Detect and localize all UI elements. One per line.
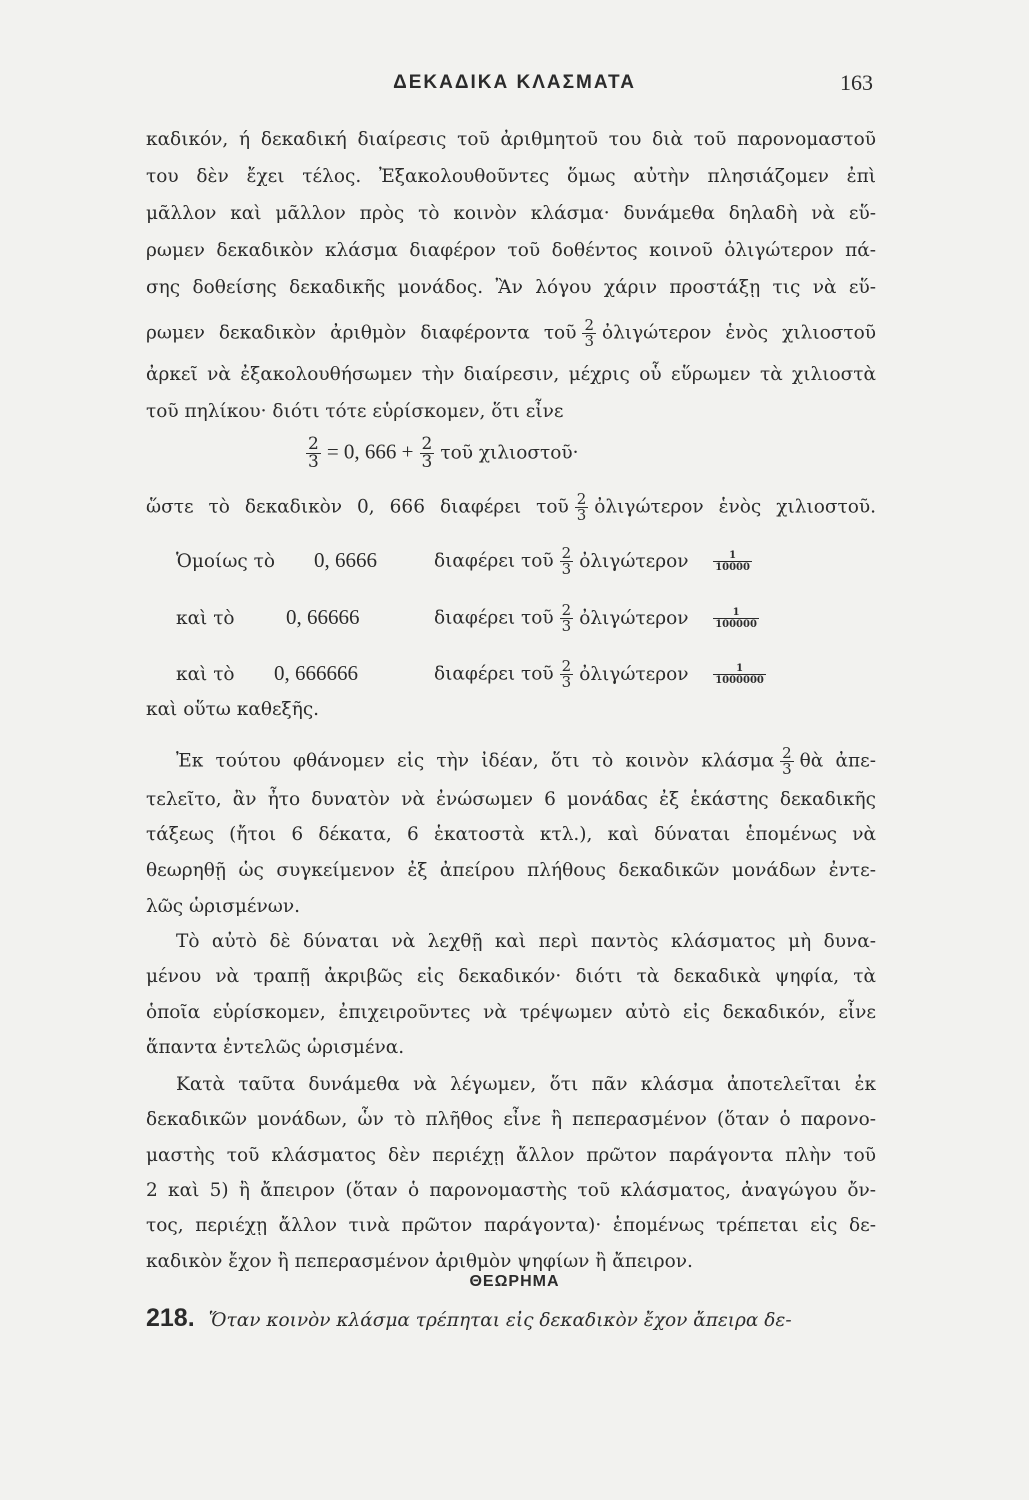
fraction [420, 436, 435, 471]
example-row [176, 546, 758, 577]
equation-tail: τοῦ χιλιοστοῦ· [440, 442, 579, 464]
fraction [560, 546, 574, 577]
text-line: σης δοθείσης δεκαδικῆς μονάδος. Ἂν λόγου χάριν προστάξῃ τις νὰ εὕ- [146, 277, 876, 298]
section-number: 218. [146, 1304, 195, 1332]
example-less: ὀλιγώτερον [579, 550, 689, 572]
equation-middle: = 0, 666 + [326, 439, 414, 464]
example-verb: διαφέρει τοῦ [434, 607, 554, 629]
example-less: ὀλιγώτερον [579, 607, 689, 629]
fraction-numerator: 2 [584, 316, 594, 334]
text-line: καδικόν, ή δεκαδική διαίρεσις τοῦ ἀριθμητοῦ του διὰ τοῦ παρονομαστοῦ [146, 129, 876, 150]
fraction-denominator: 3 [782, 760, 792, 778]
text-line: καδικὸν ἔχον ἢ πεπερασμένον ἀριθμὸν ψηφίων ἢ ἄπειρον. [146, 1251, 693, 1272]
text-line: θεωρηθῇ ὡς συγκείμενον ἐξ ἀπείρου πλήθους δεκαδικῶν μονάδων ἐντε- [146, 860, 876, 881]
unit-fraction [713, 663, 766, 686]
text-line: ἅπαντα ἐντελῶς ὡρισμένα. [146, 1037, 405, 1058]
fraction-numerator: 2 [782, 744, 792, 762]
fraction-denominator: 3 [561, 617, 572, 635]
theorem-heading: ΘΕΩΡΗΜΑ [469, 1273, 560, 1290]
example-lead: Ὁμοίως τὸ [176, 550, 276, 572]
text-line: Τὸ αὐτὸ δὲ δύναται νὰ λεχθῇ καὶ περὶ παντὸς κλάσματος μὴ δυνα- [176, 931, 876, 952]
fraction-numerator: 2 [421, 434, 433, 454]
example-lead: καὶ τὸ [176, 607, 235, 629]
text-line: τοῦ πηλίκου· διότι τότε εὑρίσκομεν, ὅτι εἶνε [146, 401, 564, 422]
example-row [176, 603, 765, 634]
page-number: 163 [840, 70, 873, 95]
text-line-with-fraction [146, 318, 876, 349]
fraction [560, 659, 574, 690]
fraction-denominator: 3 [576, 506, 587, 524]
fraction-denominator: 3 [308, 452, 319, 472]
fraction-numerator: 2 [561, 601, 572, 619]
example-value: 0, 666666 [274, 660, 358, 685]
fraction-denominator: 3 [561, 560, 572, 578]
text-line: τάξεως (ἤτοι 6 δέκατα, 6 ἑκατοστὰ κτλ.), καὶ δύναται ἑπομένως νὰ [146, 824, 876, 845]
fraction-denominator: 3 [584, 332, 594, 350]
text-line: τελεῖτο, ἂν ἦτο δυνατὸν νὰ ἐνώσωμεν 6 μονάδας ἐξ ἑκάστης δεκαδικῆς [146, 789, 876, 810]
fraction-denominator: 10000 [715, 562, 750, 573]
text-line: ὁποῖα εὑρίσκομεν, ἐπιχειροῦντες νὰ τρέψωμεν αὐτὸ εἰς δεκαδικόν, εἶνε [146, 1002, 876, 1023]
unit-fraction [713, 550, 752, 573]
text-line-with-fraction [176, 746, 876, 777]
text-segment: ρωμεν δεκαδικὸν ἀριθμὸν διαφέροντα τοῦ [146, 322, 577, 344]
text-line: μένου νὰ τραπῇ ἀκριβῶς εἰς δεκαδικόν· διότι τὰ δεκαδικὰ ψηφία, τὰ [146, 966, 876, 987]
fraction [575, 492, 589, 523]
text-segment: Ἐκ τούτου φθάνομεν εἰς τὴν ἰδέαν, ὅτι τὸ κοινὸν κλάσμα [176, 750, 775, 772]
fraction-numerator: 1 [713, 607, 759, 619]
fraction-numerator: 2 [561, 657, 572, 675]
fraction-numerator: 1 [713, 663, 766, 675]
example-lead: καὶ τὸ [176, 663, 235, 685]
fraction-denominator: 100000 [715, 619, 757, 630]
text-segment: θὰ ἀπε- [799, 750, 876, 772]
text-segment: ὀλιγώτερον ἑνὸς χιλιοστοῦ [602, 322, 876, 344]
fraction [780, 746, 794, 777]
running-header-title: ΔΕΚΑΔΙΚΑ ΚΛΑΣΜΑΤΑ [393, 72, 636, 93]
text-line: μαστὴς τοῦ κλάσματος δὲν περιέχῃ ἄλλον πρῶτον παράγοντα πλὴν τοῦ [146, 1145, 876, 1166]
text-line: ἀρκεῖ νὰ ἐξακολουθήσωμεν τὴν διαίρεσιν, μέχρις οὗ εὕρωμεν τὰ χιλιοστὰ [146, 364, 876, 385]
text-line: του δὲν ἔχει τέλος. Ἐξακολουθοῦντες ὅμως αὐτὴν πλησιάζομεν ἐπὶ [146, 166, 876, 187]
text-line: λῶς ὡρισμένων. [146, 896, 300, 917]
fraction-numerator: 1 [713, 550, 752, 562]
fraction-numerator: 2 [308, 434, 319, 454]
text-line-with-fraction [146, 492, 876, 523]
fraction-numerator: 2 [561, 544, 572, 562]
fraction-numerator: 2 [576, 490, 587, 508]
example-value: 0, 6666 [314, 547, 377, 572]
text-line: δεκαδικῶν μονάδων, ὧν τὸ πλῆθος εἶνε ἢ πεπερασμένον (ὅταν ὁ παρονο- [146, 1109, 876, 1130]
fraction [560, 603, 574, 634]
unit-fraction [713, 607, 759, 630]
theorem-text: Ὅταν κοινὸν κλάσμα τρέπηται εἰς δεκαδικὸν ἔχον ἄπειρα δε- [208, 1310, 792, 1331]
text-line: ρωμεν δεκαδικὸν κλάσμα διαφέρον τοῦ δοθέντος κοινοῦ ὀλιγώτερον πά- [146, 240, 876, 261]
example-less: ὀλιγώτερον [579, 663, 689, 685]
text-line: τος, περιέχῃ ἄλλον τινὰ πρῶτον παράγοντα)· ἑπομένως τρέπεται εἰς δε- [146, 1215, 876, 1236]
text-line: μᾶλλον καὶ μᾶλλον πρὸς τὸ κοινὸν κλάσμα· δυνάμεθα δηλαδὴ νὰ εὕ- [146, 203, 876, 224]
fraction-denominator: 3 [421, 452, 433, 472]
text-line: 2 καὶ 5) ἢ ἄπειρον (ὅταν ὁ παρονομαστὴς τοῦ κλάσματος, ἀναγώγου ὄν- [146, 1180, 876, 1201]
example-row [176, 659, 772, 690]
fraction-denominator: 1000000 [715, 675, 764, 686]
fraction-denominator: 3 [561, 673, 572, 691]
equation [300, 436, 579, 471]
fraction [582, 318, 596, 349]
text-segment: ὀλιγώτερον ἑνὸς χιλιοστοῦ. [594, 496, 876, 518]
text-line: καὶ οὕτω καθεξῆς. [146, 699, 320, 720]
text-line: Κατὰ ταῦτα δυνάμεθα νὰ λέγωμεν, ὅτι πᾶν κλάσμα ἀποτελεῖται ἐκ [176, 1074, 876, 1095]
example-value: 0, 66666 [286, 604, 360, 629]
theorem-statement [146, 1304, 876, 1335]
text-segment: ὥστε τὸ δεκαδικὸν 0, 666 διαφέρει τοῦ [146, 496, 569, 518]
example-verb: διαφέρει τοῦ [434, 550, 554, 572]
example-verb: διαφέρει τοῦ [434, 663, 554, 685]
fraction [306, 436, 321, 471]
